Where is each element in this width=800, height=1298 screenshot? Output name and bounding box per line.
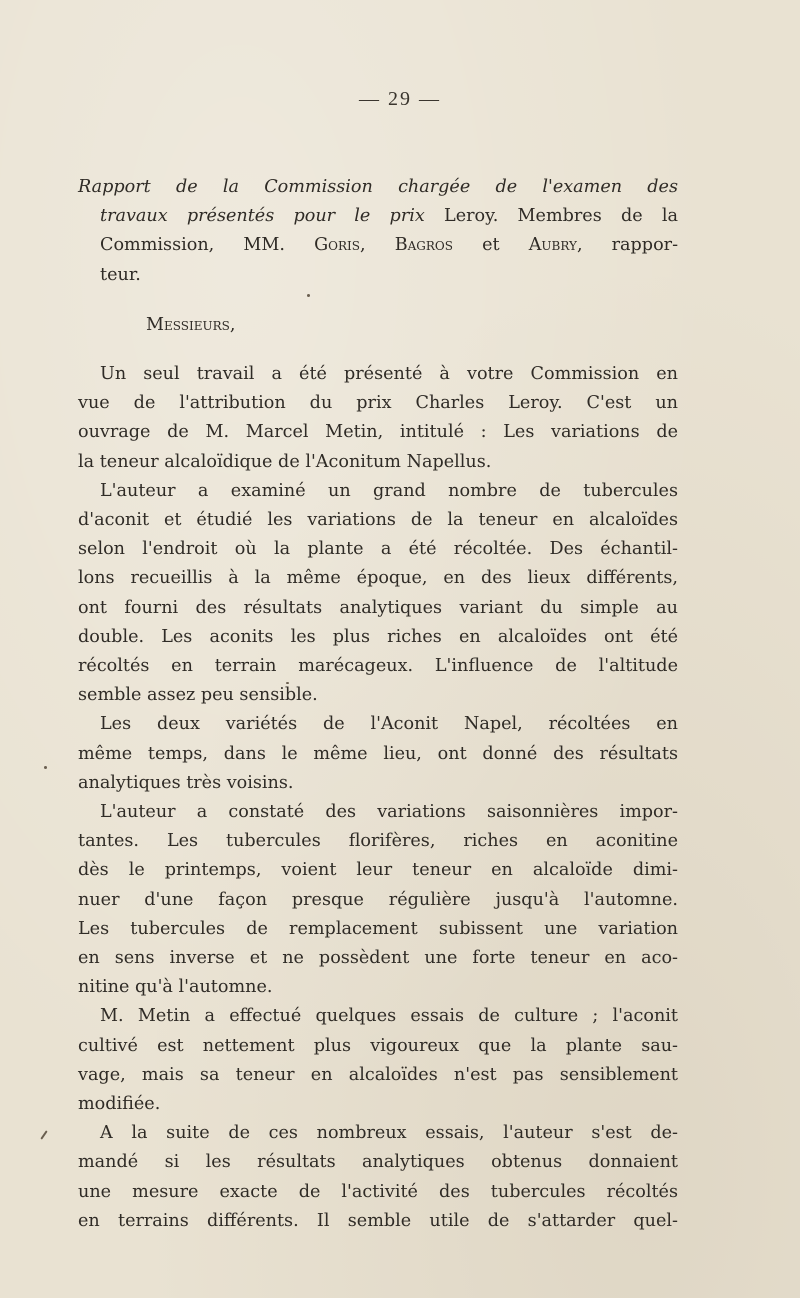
paragraph-line: analytiques très voisins. <box>78 772 294 793</box>
paragraph-line: nitine qu'à l'automne. <box>78 977 273 998</box>
member-name-bagros: Bagros <box>394 235 453 256</box>
paragraph-line: cultivé est nettement plus vigoureux que la plante sau- <box>78 1035 678 1056</box>
paragraph-line: mandé si les résultats analytiques obtenus donnaient <box>78 1152 678 1173</box>
paper-speck <box>286 682 289 684</box>
paragraph-line: lons recueillis à la même époque, en des lieux différents, <box>78 568 678 589</box>
member-name-goris: Goris <box>314 235 360 256</box>
heading-line-3 <box>78 231 678 260</box>
paragraph-line: vue de l'attribution du prix Charles Leroy. C'est un <box>78 393 678 414</box>
heading-line-3-part-4: , rappor- <box>576 235 679 256</box>
salutation: Messieurs, <box>146 315 236 335</box>
paragraph-line: Les deux variétés de l'Aconit Napel, récoltées en <box>100 714 678 735</box>
paragraph-line: tantes. Les tubercules florifères, riches en aconitine <box>78 831 678 852</box>
paragraph-line: dès le printemps, voient leur teneur en alcaloïde dimi- <box>78 860 678 881</box>
heading-line-1-text: Rapport de la Commission chargée de l'examen des <box>78 177 678 197</box>
heading-line-4 <box>78 261 678 290</box>
heading-line-2-roman: Leroy. Membres de la <box>424 206 678 227</box>
paragraph-line: nuer d'une façon presque régulière jusqu'à l'automne. <box>78 889 678 910</box>
paragraph-line: L'auteur a examiné un grand nombre de tubercules <box>100 480 678 501</box>
page-number: — 29 — <box>359 88 441 110</box>
paragraph-line: récoltés en terrain marécageux. L'influence de l'altitude <box>78 656 678 677</box>
paragraph-line: selon l'endroit où la plante a été récoltée. Des échantil- <box>78 539 678 560</box>
paragraph-line: modifiée. <box>78 1094 161 1115</box>
member-name-aubry: Aubry <box>528 235 577 256</box>
paragraph-line: la teneur alcaloïdique de l'Aconitum Napellus. <box>78 451 492 472</box>
paragraph-line: ouvrage de M. Marcel Metin, intitulé : Les variations de <box>78 422 678 443</box>
report-heading <box>78 173 678 290</box>
paper-speck <box>40 1130 47 1139</box>
paragraph-line: semble assez peu sensible. <box>78 685 318 706</box>
paragraph-line: Un seul travail a été présenté à votre Commission en <box>100 364 678 384</box>
paragraph-2 <box>78 477 678 711</box>
paper-speck <box>44 766 47 769</box>
paragraph-line: même temps, dans le même lieu, ont donné des résultats <box>78 743 678 764</box>
heading-line-1 <box>78 173 678 202</box>
paragraph-4 <box>78 798 678 1002</box>
paragraph-line: une mesure exacte de l'activité des tubercules récoltés <box>78 1181 678 1202</box>
heading-line-4-text: teur. <box>100 264 141 285</box>
heading-line-2-italic: travaux présentés pour le prix <box>100 206 425 227</box>
heading-line-3-part-1: Commission, MM. <box>100 235 315 256</box>
paragraph-line: en terrains différents. Il semble utile de s'attarder quel- <box>78 1210 678 1231</box>
heading-line-2 <box>78 202 678 231</box>
paragraph-line: M. Metin a effectué quelques essais de culture ; l'aconit <box>100 1006 678 1027</box>
paper-speck <box>307 294 310 297</box>
heading-line-3-part-2: , <box>359 235 395 256</box>
paragraph-5 <box>78 1002 678 1119</box>
report-body <box>78 360 678 1236</box>
paragraph-line: A la suite de ces nombreux essais, l'auteur s'est de- <box>100 1123 678 1144</box>
paragraph-3 <box>78 710 678 798</box>
paragraph-line: d'aconit et étudié les variations de la teneur en alcaloïdes <box>78 510 678 531</box>
paragraph-line: Les tubercules de remplacement subissent une variation <box>78 918 678 939</box>
paragraph-line: double. Les aconits les plus riches en alcaloïdes ont été <box>78 626 678 647</box>
paragraph-1 <box>78 360 678 477</box>
paragraph-line: vage, mais sa teneur en alcaloïdes n'est pas sensiblement <box>78 1064 678 1085</box>
heading-line-3-part-3: et <box>452 235 529 256</box>
paragraph-line: ont fourni des résultats analytiques variant du simple au <box>78 597 678 618</box>
paragraph-6 <box>78 1119 678 1236</box>
paragraph-line: en sens inverse et ne possèdent une forte teneur en aco- <box>78 948 678 969</box>
paragraph-line: L'auteur a constaté des variations saisonnières impor- <box>100 802 678 823</box>
